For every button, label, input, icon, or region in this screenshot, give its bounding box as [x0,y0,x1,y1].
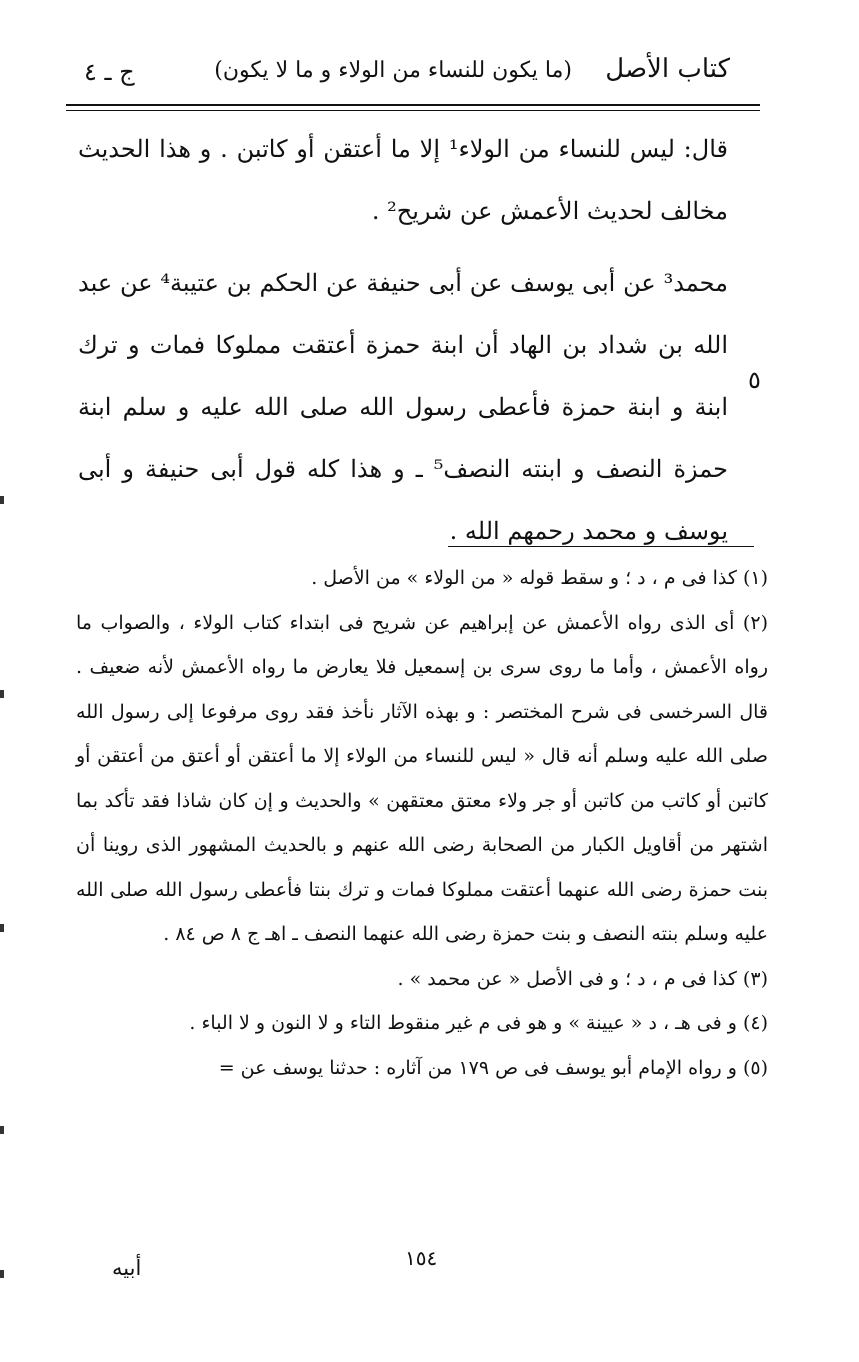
scan-mark [0,690,4,698]
footnote: (١) كذا فى م ، د ؛ و سقط قوله « من الولاء » من الأصل . [311,567,768,589]
page-number: ١٥٤ [405,1246,438,1270]
header-rule [66,104,760,106]
body-paragraph: قال: ليس للنساء من الولاء¹ إلا ما أعتقن أو كاتبن . و هذا الحديث مخالف لحديث الأعمش عن شريح² . [78,135,728,225]
catchword: أبيه [112,1256,142,1280]
scan-mark [0,924,4,932]
main-text [78,118,728,562]
footnotes [76,556,768,1090]
scan-mark [0,496,4,504]
volume-number: ج ـ ٤ [84,58,135,86]
line-number: ٥ [748,366,761,394]
book-title: كتاب الأصل [605,54,730,84]
footnote: (٣) كذا فى م ، د ؛ و فى الأصل « عن محمد » . [397,967,768,990]
footnote: (٢) أى الذى رواه الأعمش عن إبراهيم عن شريح فى ابتداء كتاب الولاء ، والصواب ما رواه الأعمش ، وأما ما روى سرى بن إسمعيل فلا يعارض ما رواه الأعمش لأنه ضعيف . قال السرخسى فى شرح المختصر : و بهذه الآثار نأخذ فقد روى مرفوعا إلى رسول الله صلى الله عليه وسلم أنه قال « ليس للنساء من الولاء إلا ما أعتقن أو أعتق من أعتقن أو كاتبن أو كاتب من كاتبن أو جر ولاء معتق معتقهن » والحديث و إن كان شاذا فقد تأكد بما اشتهر من أقاويل الكبار من الصحابة رضى الله عنهم و بالحديث المشهور الذى روينا أن بنت حمزة رضى الله عنهما أعتقت مملوكا فمات و ترك بنتا فأعطى رسول الله صلى الله عليه وسلم بنته النصف و بنت حمزة رضى الله عنهما النصف ـ اهـ ج ٨ ص ٨٤ . [76,611,768,945]
running-header [70,48,760,100]
scan-mark [0,1126,4,1134]
footnote: (٥) و رواه الإمام أبو يوسف فى ص ١٧٩ من آثاره : حدثنا يوسف عن = [218,1056,768,1079]
scan-mark [0,1270,4,1278]
body-paragraph: محمد³ عن أبى يوسف عن أبى حنيفة عن الحكم بن عتيبة⁴ عن عبد الله بن شداد بن الهاد أن ابنة حمزة أعتقت مملوكا فمات و ترك ابنة و ابنة حمزة فأعطى رسول الله صلى الله عليه و سلم ابنة حمزة النصف و ابنته النصف⁵ ـ و هذا كله قول أبى حنيفة و أبى يوسف و محمد رحمهم الله . [78,269,729,545]
footnote-separator [448,546,754,547]
footnote: (٤) و فى هـ ، د « عيينة » و هو فى م غير منقوط التاء و لا النون و لا الباء . [189,1012,768,1034]
header-rule-thin [66,110,760,111]
chapter-title: (ما يكون للنساء من الولاء و ما لا يكون) [214,58,572,83]
